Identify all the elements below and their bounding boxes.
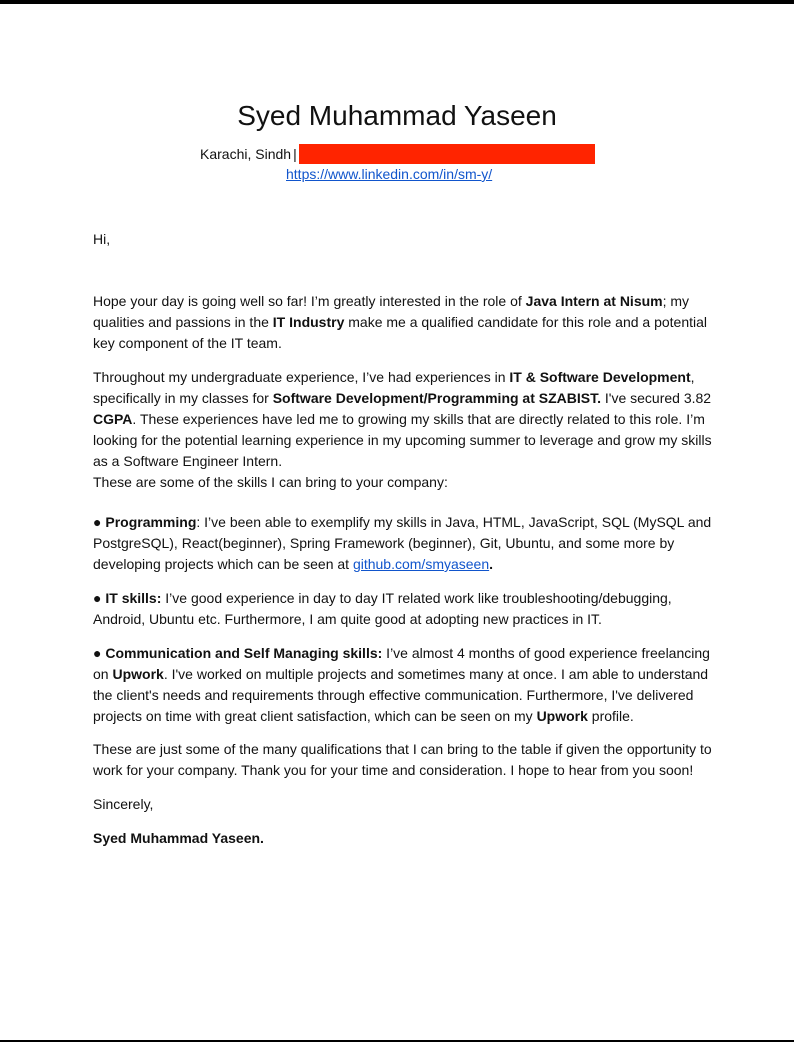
signature-name: Syed Muhammad Yaseen. [93,830,264,846]
greeting: Hi, [93,231,111,247]
paragraph-skills-intro: These are some of the skills I can bring to your company: [93,474,448,490]
p1-text-d: make me a qualified candidate for this role and a potential key component of the IT team. [93,314,708,351]
signature [93,828,713,849]
contact-separator: | [293,146,297,162]
bullet-title-programming: Programming [105,514,197,530]
bullet-programming-period: . [489,556,494,572]
p1-text-a: Hope your day is going well so far! I’m greatly interested in the role of [93,293,526,309]
bullet-dot: ● [93,590,102,606]
p2-text-c: , specifically in my classes for [93,369,695,406]
p2-text-d: I've secured 3.82 [601,390,712,406]
applicant-name: Syed Muhammad Yaseen [237,100,557,131]
location: Karachi, Sindh [200,146,292,162]
paragraph-intro [93,291,713,354]
p2-text-a: Throughout my undergraduate experience, I’ve had experiences in [93,369,510,385]
bullet-communication-text-c: . I've worked on multiple projects and sometimes many at once. I am able to understand the client's needs and requirements through effective communication. Furthermore, I've delivered projects on time with great client satisfaction, which can be seen on my [93,666,709,724]
bullet-it-skills-text: I’ve good experience in day to day IT related work like troubleshooting/debugging, Android, Ubuntu etc. Furthermore, I am quite good at adopting new practices in IT. [93,590,672,627]
bullet-programming [93,512,713,575]
github-link[interactable]: github.com/smyaseen [352,556,490,572]
p1-bold-industry: IT Industry [272,314,345,330]
bullet-title-it-skills: IT skills: [105,590,162,606]
contact-line [200,144,595,164]
p2-bold-field: IT & Software Development [509,369,691,385]
bullet-dot: ● [93,514,102,530]
signoff: Sincerely, [93,796,154,812]
p1-bold-role: Java Intern at Nisum [525,293,663,309]
paragraph-experience [93,367,713,472]
p2-bold-cgpa: CGPA [93,411,133,427]
linkedin-link[interactable]: https://www.linkedin.com/in/sm-y/ [286,166,493,182]
bullet-communication-upwork: Upwork [112,666,164,682]
bullet-dot: ● [93,645,102,661]
bullet-communication-text-d: profile. [587,708,634,724]
bullet-communication [93,643,713,727]
p2-bold-classes: Software Development/Programming at SZABIST. [272,390,602,406]
bullet-programming-text: : I’ve been able to exemplify my skills in Java, HTML, JavaScript, SQL (MySQL and PostgreSQL), React(beginner), Spring Framework (beginner), Git, Ubuntu, and some more by developing projects which can be seen at [93,514,712,572]
bullet-communication-text-a: I’ve almost 4 months of good experience freelancing on [93,645,710,682]
bullet-title-communication: Communication and Self Managing skills: [105,645,383,661]
bullet-communication-upwork-2: Upwork [536,708,588,724]
bullet-it-skills [93,588,713,630]
paragraph-closing: These are just some of the many qualifications that I can bring to the table if given the opportunity to work for your company. Thank you for your time and consideration. I hope to hear from you soon! [93,741,712,778]
p2-text-e: . These experiences have led me to growing my skills that are directly related to this role. I’m looking for the potential learning experience in my upcoming summer to leverage and grow my skills as a Software Engineer Intern. [93,411,712,469]
redacted-contact-block [299,144,595,164]
p1-text-c: ; my qualities and passions in the [93,293,690,330]
